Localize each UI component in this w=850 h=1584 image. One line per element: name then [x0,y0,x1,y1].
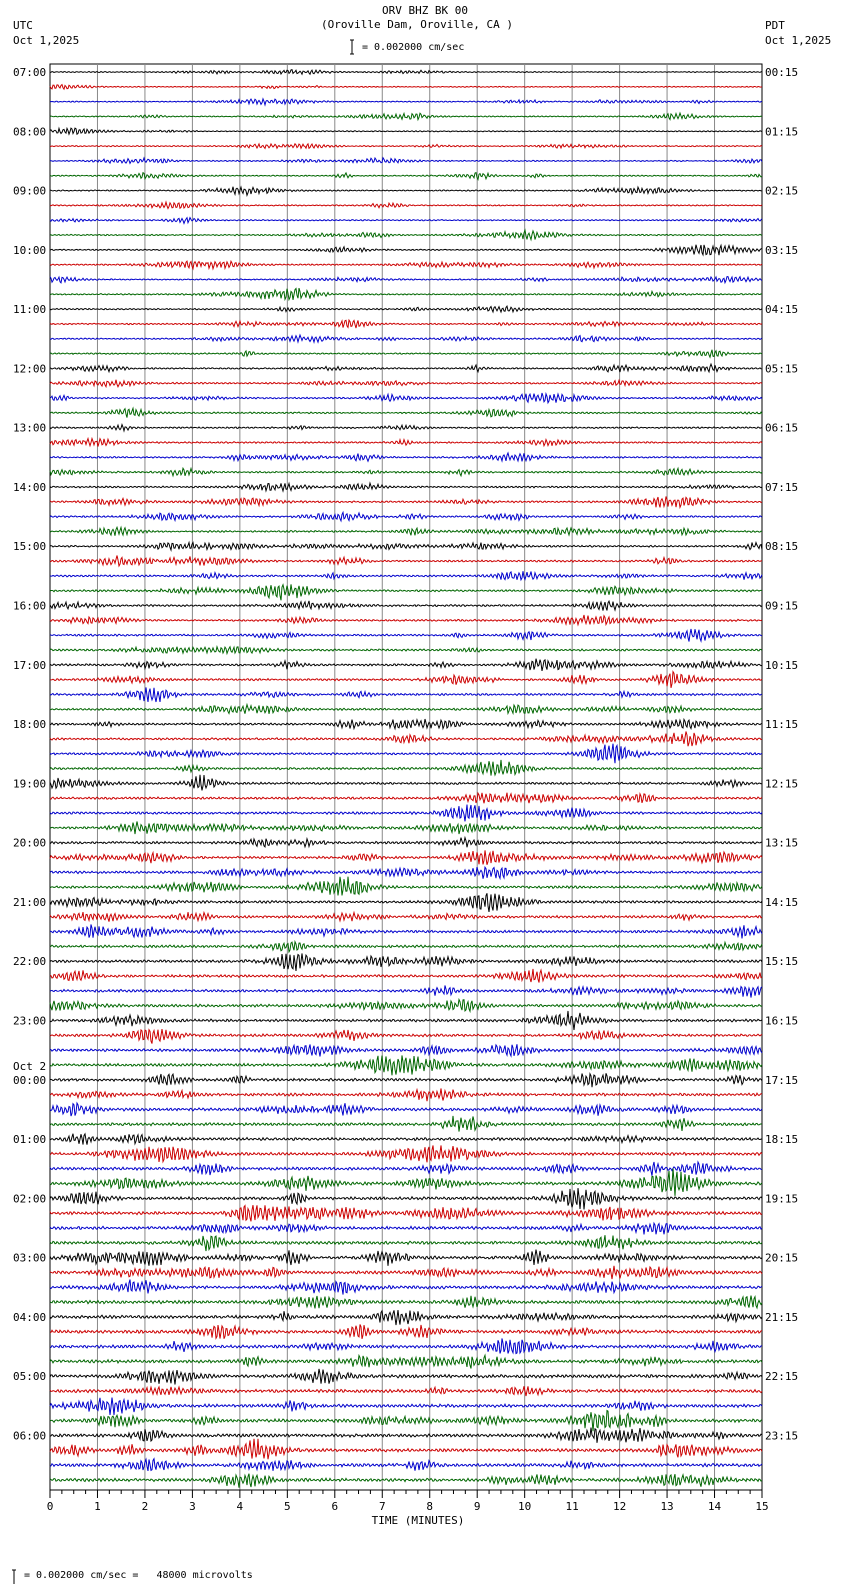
seismic-trace [50,230,762,239]
left-hour-label: 23:00 [13,1014,47,1028]
right-hour-label: 05:15 [765,362,799,376]
left-hour-label: 11:00 [13,303,47,317]
right-hour-label: 19:15 [765,1192,799,1206]
seismic-trace [50,687,762,702]
left-hour-label: 14:00 [13,480,47,494]
left-hour-label: 17:00 [13,658,47,672]
x-tick-label: 12 [612,1500,627,1513]
left-hour-label: 07:00 [13,66,47,79]
x-tick-label: 1 [94,1500,101,1513]
seismic-trace [50,732,762,747]
x-tick-label: 4 [236,1500,244,1513]
seismic-trace [50,1398,762,1415]
left-hour-label: 04:00 [13,1310,47,1324]
seismic-trace [50,659,762,671]
right-hour-label: 14:15 [765,895,799,909]
seismic-trace [50,1103,762,1116]
seismic-trace [50,912,762,922]
right-hour-label: 01:15 [765,125,799,139]
seismic-trace [50,838,762,848]
seismic-trace [50,144,762,149]
left-hour-label: 20:00 [13,836,47,850]
seismic-trace [50,393,762,403]
seismic-trace [50,985,762,997]
seismic-trace [50,601,762,611]
right-hour-label: 09:15 [765,599,799,613]
seismic-trace [50,942,762,952]
x-tick-label: 2 [141,1500,149,1513]
seismic-trace [50,320,762,328]
seismic-trace [50,350,762,357]
x-tick-label: 10 [518,1500,532,1513]
seismic-trace [50,158,762,164]
seismic-trace [50,453,762,461]
seismic-trace [50,277,762,283]
left-hour-label: 12:00 [13,362,47,376]
left-hour-label: 06:00 [13,1429,47,1443]
seismic-trace [50,877,762,896]
seismic-trace [50,543,762,550]
seismic-trace [50,1280,762,1295]
seismic-trace [50,924,762,938]
right-date: Oct 1,2025 [765,34,832,47]
seismic-trace [50,70,762,75]
seismic-trace [50,1055,762,1075]
seismic-trace [50,202,762,208]
right-hour-label: 16:15 [765,1014,799,1028]
scale-label: = 0.002000 cm/sec [362,42,465,53]
seismic-trace [50,1000,762,1012]
seismic-trace [50,113,762,119]
seismic-trace [50,261,762,269]
seismic-trace [50,483,762,491]
seismic-trace [50,1428,762,1443]
seismic-trace [50,584,762,600]
seismic-trace [50,128,762,134]
left-hour-label: 13:00 [13,421,47,435]
right-hour-label: 07:15 [765,480,799,494]
seismic-trace [50,1145,762,1162]
seismic-trace [50,173,762,180]
right-hour-label: 00:15 [765,66,799,79]
seismic-trace [50,1134,762,1145]
right-hour-label: 22:15 [765,1370,799,1384]
seismic-trace [50,306,762,312]
left-hour-label: 16:00 [13,599,47,613]
right-timezone: PDT [765,19,785,32]
left-hour-label: 09:00 [13,184,47,198]
station-location: (Oroville Dam, Oroville, CA ) [320,18,514,31]
x-axis-label: TIME (MINUTES) [371,1514,465,1527]
right-hour-label: 21:15 [765,1310,799,1324]
seismic-trace [50,468,762,476]
seismic-trace [50,1188,762,1209]
seismic-trace [50,1029,762,1044]
right-hour-label: 15:15 [765,955,799,969]
x-tick-label: 14 [707,1500,722,1513]
seismic-trace [50,512,762,520]
right-hour-label: 10:15 [765,658,799,672]
seismic-trace [50,629,762,642]
x-tick-label: 6 [331,1500,339,1513]
seismic-trace [50,647,762,654]
left-hour-label: 03:00 [13,1251,47,1265]
seismic-trace [50,893,762,912]
seismic-trace [50,1250,762,1266]
seismic-trace [50,1369,762,1385]
seismic-trace [50,719,762,729]
seismic-trace [50,99,762,105]
x-axis [47,1490,769,1513]
seismic-trace [50,867,762,879]
seismic-trace [50,1223,762,1234]
right-hour-label: 20:15 [765,1251,799,1265]
left-hour-label: 05:00 [13,1370,47,1384]
seismic-trace [50,1162,762,1176]
x-tick-label: 3 [189,1500,196,1513]
seismic-trace [50,245,762,255]
left-hour-label: 02:00 [13,1192,47,1206]
right-hour-label: 17:15 [765,1073,799,1087]
date-change-label: Oct 2 [13,1059,47,1073]
right-hour-label: 11:15 [765,718,799,732]
left-timezone: UTC [13,19,33,32]
seismic-trace [50,187,762,196]
left-hour-label: 19:00 [13,777,47,791]
seismic-trace [50,425,762,431]
right-hour-label: 23:15 [765,1429,799,1443]
seismic-trace [50,555,762,565]
seismic-trace [50,335,762,342]
seismic-trace [50,1355,762,1368]
right-hour-label: 03:15 [765,243,799,257]
x-tick-label: 0 [46,1500,54,1513]
left-hour-label: 10:00 [13,243,47,257]
seismic-trace [50,1168,762,1196]
seismic-trace [50,1011,762,1030]
seismic-trace [50,805,762,822]
seismic-trace [50,1205,762,1221]
left-hour-label: 08:00 [13,125,47,139]
x-tick-label: 8 [426,1500,434,1513]
seismic-trace [50,1296,762,1309]
station-title: ORV BHZ BK 00 [381,4,469,17]
seismic-trace [50,705,762,714]
right-hour-label: 08:15 [765,540,799,554]
seismic-trace [50,744,762,764]
right-hour-label: 06:15 [765,421,799,435]
x-tick-label: 11 [565,1500,579,1513]
seismic-trace [50,218,762,224]
seismic-trace [50,1386,762,1396]
seismic-traces [50,70,762,1488]
seismic-trace [50,953,762,971]
seismic-trace [50,615,762,625]
x-tick-label: 15 [755,1500,769,1513]
seismic-trace [50,1459,762,1471]
seismic-trace [50,1044,762,1056]
seismic-trace [50,571,762,580]
seismic-trace [50,1116,762,1132]
seismic-trace [50,408,762,417]
right-hour-label: 18:15 [765,1133,799,1147]
left-hour-label: 18:00 [13,718,47,732]
seismic-trace [50,288,762,300]
seismic-trace [50,775,762,791]
left-hour-label: 01:00 [13,1133,47,1147]
seismic-trace [50,1439,762,1459]
seismic-trace [50,1324,762,1338]
left-hour-label: 15:00 [13,540,47,554]
seismic-trace [50,1266,762,1279]
left-hour-label: 00:00 [13,1073,47,1087]
seismic-trace [50,821,762,834]
seismic-trace [50,760,762,776]
seismic-trace [50,380,762,387]
right-hour-label: 04:15 [765,303,799,317]
x-tick-label: 7 [378,1500,386,1513]
right-hour-label: 12:15 [765,777,799,791]
right-hour-label: 13:15 [765,836,799,850]
left-hour-label: 22:00 [13,955,47,969]
seismic-trace [50,1338,762,1353]
seismic-trace [50,850,762,864]
seismic-trace [50,1088,762,1101]
right-hour-label: 02:15 [765,184,799,198]
x-tick-label: 5 [284,1500,291,1513]
seismic-trace [50,527,762,535]
seismic-trace [50,439,762,447]
seismic-trace [50,364,762,372]
x-tick-label: 13 [660,1500,674,1513]
seismic-trace [50,672,762,688]
seismic-trace [50,1073,762,1087]
footer-scale-note: = 0.002000 cm/sec = 48000 microvolts [24,1570,253,1581]
seismic-trace [50,969,762,983]
seismic-trace [50,1411,762,1432]
seismic-trace [50,1235,762,1251]
seismic-trace [50,1474,762,1488]
x-tick-label: 9 [473,1500,481,1513]
seismic-trace [50,85,762,89]
seismic-trace [50,1310,762,1325]
left-date: Oct 1,2025 [13,34,80,47]
left-hour-label: 21:00 [13,895,47,909]
seismic-trace [50,793,762,804]
seismic-trace [50,496,762,507]
